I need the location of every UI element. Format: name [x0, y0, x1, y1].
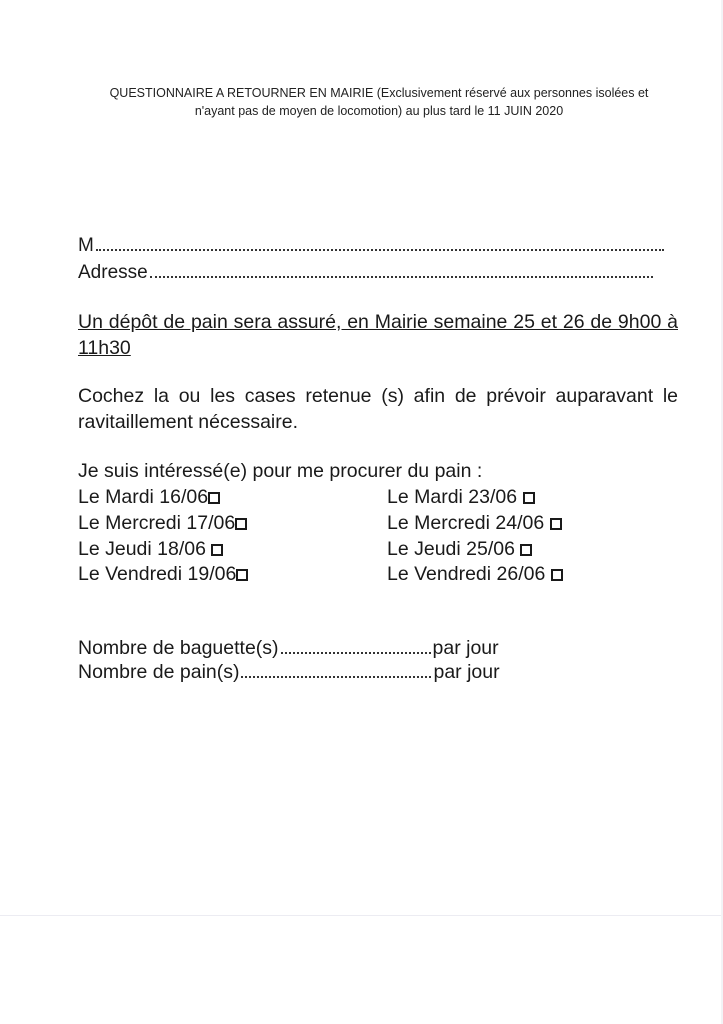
- bread-depot-notice: Un dépôt de pain sera assuré, en Mairie semaine 25 et 26 de 9h00 à 11h30: [78, 311, 678, 359]
- day-label: Le Vendredi 19/06: [78, 563, 237, 585]
- document-header: [70, 84, 688, 120]
- day-option-tue-23[interactable]: [387, 484, 535, 510]
- checkbox-icon[interactable]: [208, 492, 220, 504]
- day-label: Le Mardi 16/06: [78, 486, 209, 508]
- pains-suffix: par jour: [433, 661, 500, 683]
- baguettes-suffix: par jour: [432, 637, 499, 659]
- day-label: Le Jeudi 25/06: [387, 538, 521, 560]
- interest-statement: Je suis intéressé(e) pour me procurer du pain :: [78, 460, 483, 482]
- day-label: Le Mercredi 17/06: [78, 512, 236, 534]
- checkbox-icon[interactable]: [550, 518, 562, 530]
- pains-dotted-line[interactable]: [241, 672, 431, 678]
- address-field[interactable]: [78, 261, 653, 285]
- checkbox-instruction: Cochez la ou les cases retenue (s) afin de prévoir auparavant le ravitaillement nécessaire.: [78, 385, 678, 433]
- day-option-tue-16[interactable]: [78, 484, 220, 510]
- address-dotted-line[interactable]: [150, 272, 653, 278]
- name-label: M: [78, 235, 94, 256]
- baguettes-dotted-line[interactable]: [281, 648, 431, 654]
- baguettes-quantity-field[interactable]: [78, 635, 499, 661]
- checkbox-icon[interactable]: [235, 518, 247, 530]
- scan-fold-line: [0, 915, 723, 916]
- day-label: Le Vendredi 26/06: [387, 563, 551, 585]
- pains-label: Nombre de pain(s): [78, 661, 240, 683]
- checkbox-icon[interactable]: [523, 492, 535, 504]
- day-option-thu-25[interactable]: [387, 536, 532, 562]
- day-option-fri-26[interactable]: [387, 561, 563, 587]
- day-option-thu-18[interactable]: [78, 536, 223, 562]
- pains-quantity-field[interactable]: [78, 659, 500, 685]
- day-label: Le Jeudi 18/06: [78, 538, 212, 560]
- baguettes-label: Nombre de baguette(s): [78, 637, 279, 659]
- day-option-wed-24[interactable]: [387, 510, 562, 536]
- checkbox-icon[interactable]: [236, 569, 248, 581]
- checkbox-icon[interactable]: [551, 569, 563, 581]
- day-label: Le Mardi 23/06: [387, 486, 523, 508]
- name-field[interactable]: [78, 234, 664, 258]
- address-label: Adresse: [78, 262, 148, 283]
- header-line-1: QUESTIONNAIRE A RETOURNER EN MAIRIE (Exclusivement réservé aux personnes isolées et: [109, 86, 649, 100]
- day-label: Le Mercredi 24/06: [387, 512, 550, 534]
- name-dotted-line[interactable]: [96, 245, 664, 251]
- day-option-wed-17[interactable]: [78, 510, 247, 536]
- header-line-2: n'ayant pas de moyen de locomotion) au plus tard le 11 JUIN 2020: [194, 104, 564, 118]
- checkbox-icon[interactable]: [520, 544, 532, 556]
- day-option-fri-19[interactable]: [78, 561, 248, 587]
- checkbox-icon[interactable]: [211, 544, 223, 556]
